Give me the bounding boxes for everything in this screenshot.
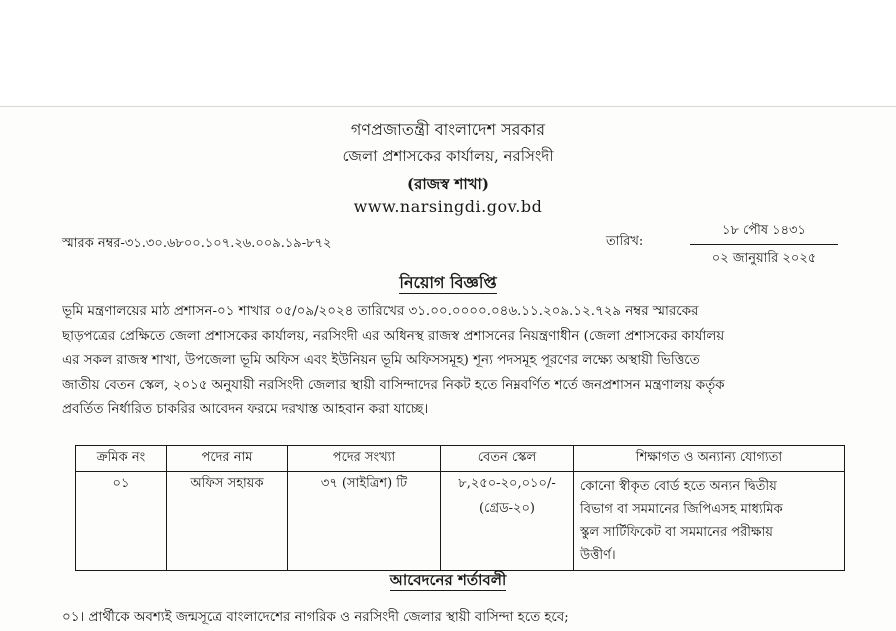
- paragraph-line: ছাড়পত্রের প্রেক্ষিতে জেলা প্রশাসকের কার্যালয়, নরসিংদী এর অধিনস্থ রাজস্ব প্রশাসনের নিয়ন্ত্রণাধীন (জেলা প্রশাসকের কার্যালয়: [62, 328, 725, 344]
- header-qualification: শিক্ষাগত ও অন্যান্য যোগ্যতা: [574, 446, 845, 472]
- pay-grade: (গ্রেড-২০): [478, 501, 536, 516]
- paragraph-line: জাতীয় বেতন স্কেল, ২০১৫ অনুযায়ী নরসিংদী জেলার স্থায়ী বাসিন্দাদের নিকট হতে নিম্নবর্ণিত শর্তে জনপ্রশাসন মন্ত্রণালয় কর্তৃক: [62, 377, 725, 393]
- header-post-count: পদের সংখ্যা: [288, 446, 441, 472]
- date-block: [690, 221, 838, 270]
- qualification-line: স্কুল সার্টিফিকেট বা সমমানের পরীক্ষায়: [580, 525, 773, 540]
- website-link[interactable]: www.narsingdi.gov.bd: [353, 197, 543, 216]
- cell-post-count: ৩৭ (সাইত্রিশ) টি: [288, 472, 441, 571]
- paragraph-line: এর সকল রাজস্ব শাখা, উপজেলা ভূমি অফিস এবং ইউনিয়ন ভূমি অফিসসমূহ) শূন্য পদসমূহ পূরণের লক্ষ্যে অস্থায়ী ভিত্তিতে: [62, 353, 700, 368]
- cell-pay-scale: [441, 472, 574, 571]
- blank-top-area: [0, 0, 896, 107]
- branch-name: (রাজস্ব শাখা): [407, 175, 489, 193]
- cell-qualification: [574, 472, 845, 571]
- table-header-row: [76, 446, 845, 472]
- header-serial: ক্রমিক নং: [76, 446, 167, 472]
- date-bengali: ১৮ পৌষ ১৪৩১: [690, 221, 838, 245]
- cell-post-name: অফিস সহায়ক: [167, 472, 288, 571]
- pay-scale-range: ৮,২৫০-২০,০১০/-: [458, 476, 556, 491]
- qualification-line: উত্তীর্ণ।: [580, 548, 616, 563]
- term-item: ০১। প্রার্থীকে অবশ্যই জন্মসূত্রে বাংলাদেশের নাগরিক ও নরসিংদী জেলার স্থায়ী বাসিন্দা হতে হবে;: [62, 610, 569, 625]
- qualification-line: কোনো স্বীকৃত বোর্ড হতে অন্যন দ্বিতীয়: [580, 479, 777, 494]
- paragraph-line: প্রবর্তিত নির্ধারিত চাকরির আবেদন ফরমে দরখাস্ত আহবান করা যাচ্ছে।: [62, 402, 429, 417]
- document-page: [0, 107, 896, 631]
- qualification-line: বিভাগ বা সমমানের জিপিএসহ মাধ্যমিক: [580, 502, 783, 517]
- date-gregorian: ০২ জানুয়ারি ২০২৫: [711, 251, 817, 266]
- terms-title: [0, 569, 896, 594]
- posts-table: [75, 445, 845, 571]
- terms-title-text: আবেদনের শর্তাবলী: [389, 571, 507, 589]
- header-post-name: পদের নাম: [167, 446, 288, 472]
- table-row: [76, 472, 845, 571]
- cell-serial: ০১: [76, 472, 167, 571]
- paragraph-line: ভূমি মন্ত্রণালয়ের মাঠ প্রশাসন-০১ শাখার ০৫/০৯/২০২৪ তারিখের ৩১.০০.০০০০.০৪৬.১১.২০৯.১২.৭২৯ নম্বর স্মারকের: [62, 304, 699, 319]
- date-label: তারিখ:: [606, 234, 644, 249]
- notice-title: [0, 270, 896, 297]
- notice-paragraph: [62, 300, 840, 423]
- office-name: জেলা প্রশাসকের কার্যালয়, নরসিংদী: [342, 147, 554, 165]
- header-pay-scale: বেতন স্কেল: [441, 446, 574, 472]
- government-title: গণপ্রজাতন্ত্রী বাংলাদেশ সরকার: [350, 120, 546, 139]
- memo-number: স্মারক নম্বর-৩১.৩০.৬৮০০.১০৭.২৬.০০৯.১৯-৮৭২: [62, 236, 332, 251]
- notice-title-text: নিয়োগ বিজ্ঞপ্তি: [399, 273, 497, 292]
